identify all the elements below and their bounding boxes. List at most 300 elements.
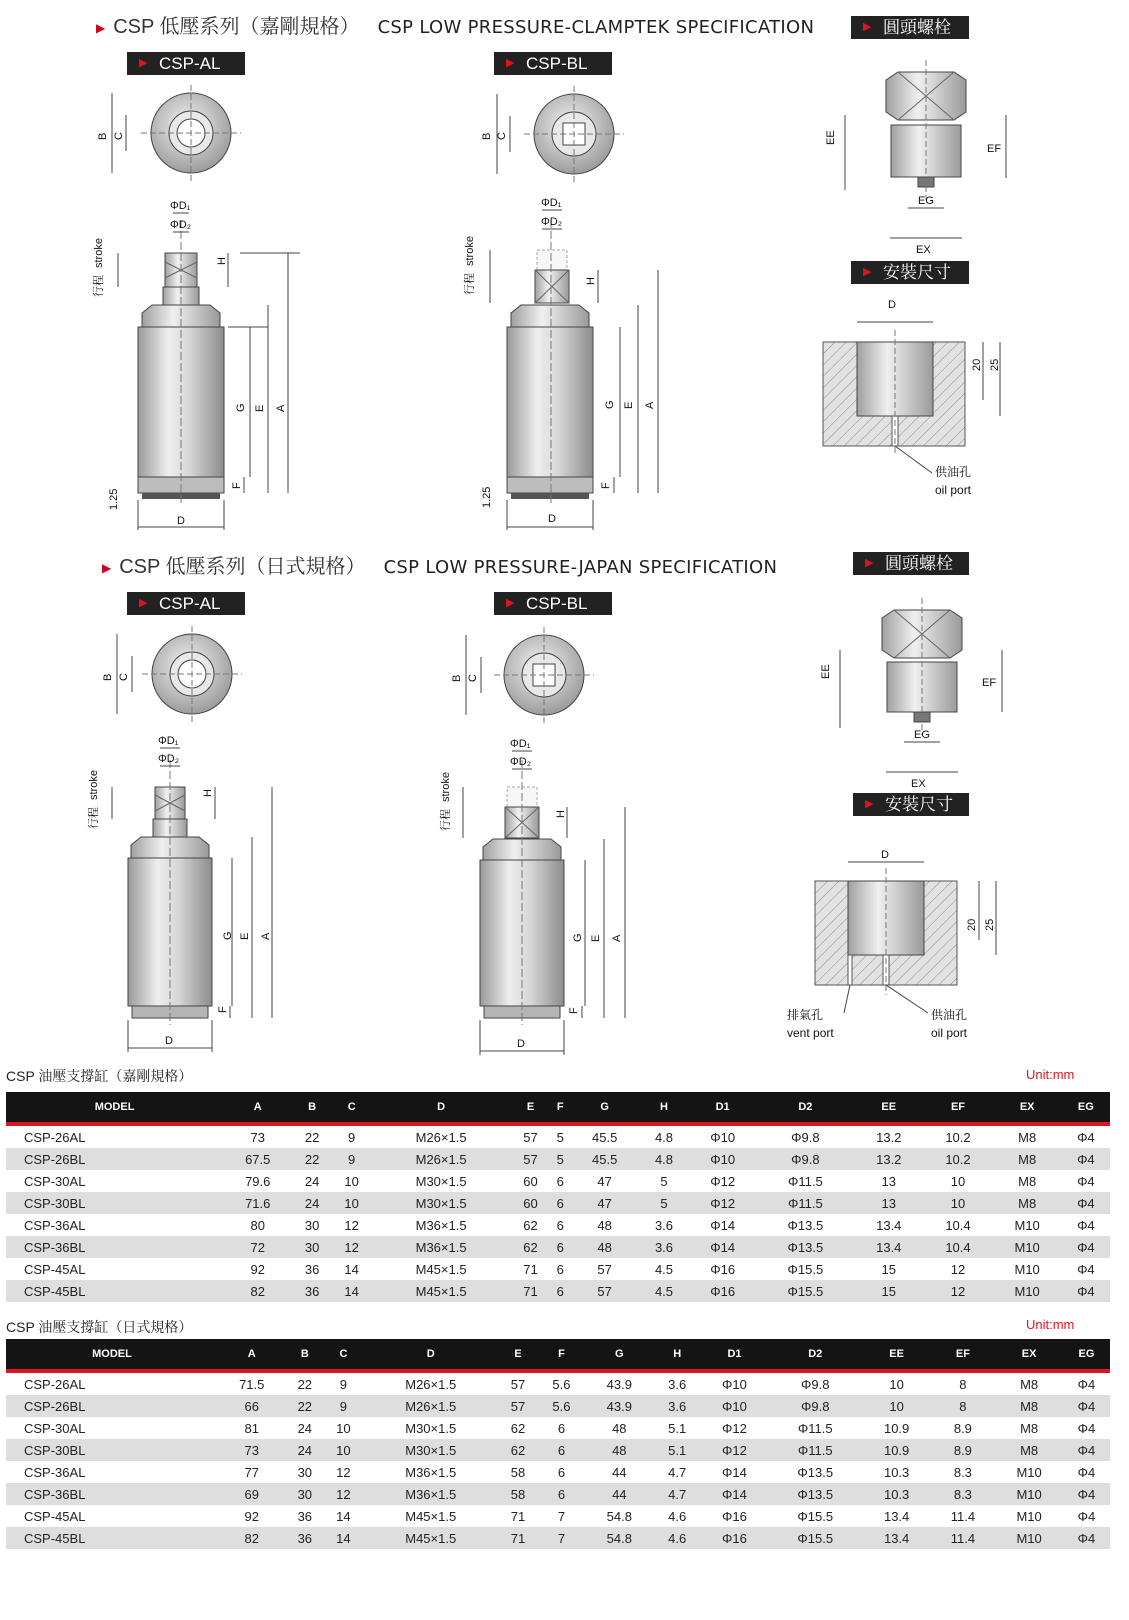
table-cell: 10.9 xyxy=(863,1439,931,1461)
dim-stroke-al2: 行程 xyxy=(88,807,100,829)
table-cell: Φ4 xyxy=(1077,1173,1095,1189)
table-cell: Φ16 xyxy=(701,1527,767,1549)
table-cell: Φ4 xyxy=(1077,1508,1096,1524)
dim-stroke-en-bl2: stroke xyxy=(440,772,452,802)
table-cell: 48 xyxy=(612,1420,627,1436)
dim-stroke-en-al1: stroke xyxy=(93,238,105,268)
column-header: D2 xyxy=(768,1339,863,1371)
vent-port-en: vent port xyxy=(787,1026,834,1040)
table-cell: 7 xyxy=(537,1527,585,1549)
table-cell: 9 xyxy=(324,1395,363,1417)
column-header: EX xyxy=(995,1339,1063,1371)
table-cell: 13.4 xyxy=(863,1527,931,1549)
table-cell: 10.2 xyxy=(945,1129,971,1145)
table-cell: 13 xyxy=(854,1192,923,1214)
table-cell: 54.8 xyxy=(586,1527,654,1549)
dim-d1-bl2: ΦD₁ xyxy=(510,738,531,750)
table-cell: Φ4 xyxy=(1062,1148,1110,1170)
table-cell: Φ10 xyxy=(710,1129,736,1145)
table-cell: Φ15.5 xyxy=(768,1527,863,1549)
column-header: C xyxy=(324,1339,363,1371)
table-cell: Φ4 xyxy=(1077,1129,1095,1145)
table-cell: 30 xyxy=(304,1217,320,1233)
table-cell: Φ9.8 xyxy=(801,1376,830,1392)
oil-port-en-2: oil port xyxy=(931,1026,968,1040)
tag-label: CSP-AL xyxy=(159,54,221,73)
column-header: MODEL xyxy=(6,1339,218,1371)
dim-stroke-bl2: 行程 xyxy=(440,809,452,831)
table1-title: CSP 油壓支撐缸（嘉剛規格） xyxy=(6,1068,193,1084)
table-cell: Φ13.5 xyxy=(757,1236,855,1258)
column-header: B xyxy=(286,1339,325,1371)
table-cell: 6 xyxy=(556,1217,564,1233)
dim-ef-2: EF xyxy=(982,677,997,689)
table-cell: 36 xyxy=(286,1527,325,1549)
table-cell: M45×1.5 xyxy=(405,1508,457,1524)
dim-h-al2: H xyxy=(202,789,214,797)
table-cell: 11.4 xyxy=(950,1508,976,1524)
table-cell: 22 xyxy=(292,1148,332,1170)
table-cell: CSP-45AL xyxy=(24,1261,86,1277)
table-cell: CSP-45BL xyxy=(6,1527,218,1549)
dim-25-install-2: 25 xyxy=(984,918,996,931)
table-cell: 62 xyxy=(523,1217,538,1233)
table-cell: M8 xyxy=(1020,1420,1039,1436)
table-cell: 13.4 xyxy=(883,1508,910,1524)
table-cell: Φ14 xyxy=(701,1483,767,1505)
table-row xyxy=(6,1170,1110,1192)
column-header: B xyxy=(292,1092,332,1124)
dim-f-al1: F xyxy=(231,482,243,489)
table-cell: 92 xyxy=(244,1508,259,1524)
table-cell: 60 xyxy=(523,1173,538,1189)
table-cell: Φ13.5 xyxy=(768,1483,863,1505)
table-cell: M26×1.5 xyxy=(371,1148,510,1170)
table-cell: 62 xyxy=(511,1236,551,1258)
table-cell: 12 xyxy=(950,1261,966,1277)
table-cell: 6 xyxy=(556,1173,564,1189)
table2-unit: Unit:mm xyxy=(1026,1317,1075,1332)
table-cell: 12 xyxy=(332,1236,372,1258)
round-bolt-1 xyxy=(886,60,966,200)
table-row xyxy=(6,1280,1110,1302)
table-cell: 4.6 xyxy=(668,1508,687,1524)
table-row xyxy=(6,1439,1110,1461)
side-view-al-1 xyxy=(138,220,224,505)
column-header: EE xyxy=(863,1339,931,1371)
dim-eg-1: EG xyxy=(918,195,934,207)
table-cell: 4.6 xyxy=(653,1527,701,1549)
table-cell: Φ16 xyxy=(710,1261,736,1277)
table-cell: CSP-36AL xyxy=(24,1217,86,1233)
table-cell: 5.6 xyxy=(537,1395,585,1417)
dim-d-bl1: D xyxy=(548,513,556,525)
table-row xyxy=(6,1236,1110,1258)
table-cell: 36 xyxy=(292,1280,332,1302)
table-cell: M26×1.5 xyxy=(415,1129,467,1145)
dim-a-al1: A xyxy=(275,404,287,412)
table-cell: CSP-45AL xyxy=(24,1508,86,1524)
table-cell: 5 xyxy=(639,1192,688,1214)
table-cell: 8 xyxy=(959,1376,967,1392)
table-cell: 6 xyxy=(550,1236,570,1258)
table-cell: M30×1.5 xyxy=(415,1173,467,1189)
table-cell: 79.6 xyxy=(245,1173,271,1189)
column-header: D xyxy=(363,1339,499,1371)
table-row xyxy=(6,1483,1110,1505)
side-view-bl-2 xyxy=(480,760,564,1025)
table-cell: 22 xyxy=(286,1395,325,1417)
table-cell: Φ12 xyxy=(701,1439,767,1461)
table-cell: Φ11.5 xyxy=(797,1420,833,1436)
tag-label: 安裝尺寸 xyxy=(883,263,951,282)
table-cell: 4.8 xyxy=(654,1129,674,1145)
tag-label: 安裝尺寸 xyxy=(885,795,953,814)
table-cell: M10 xyxy=(1014,1217,1040,1233)
table-cell: 82 xyxy=(223,1280,292,1302)
dim-ee-1: EE xyxy=(825,130,837,145)
tag-triangle-icon: ▶ xyxy=(139,57,148,69)
table-cell: CSP-30BL xyxy=(6,1439,218,1461)
table-cell: 72 xyxy=(223,1236,292,1258)
dim-d-install-2: D xyxy=(881,849,889,861)
table-row xyxy=(6,1371,1110,1395)
dim-g-bl1: G xyxy=(604,400,616,409)
oil-port-en-1: oil port xyxy=(935,483,972,497)
dim-c-al1: C xyxy=(113,132,125,140)
table-cell: Φ4 xyxy=(1063,1483,1110,1505)
table-cell: 10 xyxy=(336,1420,351,1436)
column-header: MODEL xyxy=(6,1092,223,1124)
table-cell: 71 xyxy=(511,1280,551,1302)
column-header: D1 xyxy=(701,1339,767,1371)
dim-g-al1: G xyxy=(235,403,247,412)
table-cell: Φ14 xyxy=(722,1464,747,1480)
table-cell: Φ14 xyxy=(689,1236,757,1258)
table-cell: 45.5 xyxy=(570,1148,639,1170)
table-cell: 10.3 xyxy=(863,1483,931,1505)
table-cell: 8 xyxy=(930,1395,995,1417)
table-cell: 6 xyxy=(550,1192,570,1214)
table-cell: CSP-36BL xyxy=(6,1236,223,1258)
table-cell: 6 xyxy=(557,1420,566,1436)
table-cell: 60 xyxy=(511,1192,551,1214)
table-cell: 73 xyxy=(250,1129,265,1145)
table-cell: 12 xyxy=(923,1280,992,1302)
table-cell: 8.3 xyxy=(953,1464,972,1480)
table-cell: 4.5 xyxy=(639,1280,688,1302)
column-header: H xyxy=(639,1092,688,1124)
install-hole-1 xyxy=(823,330,965,473)
table-cell: 8.9 xyxy=(953,1420,972,1436)
column-header: H xyxy=(653,1339,701,1371)
side-view-bl-1 xyxy=(507,220,593,505)
table-cell: 48 xyxy=(586,1439,654,1461)
table-cell: 10.2 xyxy=(923,1148,992,1170)
column-header: C xyxy=(332,1092,372,1124)
table-cell: 6 xyxy=(537,1483,585,1505)
table-cell: 14 xyxy=(324,1527,363,1549)
table-cell: 9 xyxy=(348,1129,356,1145)
column-header: EG xyxy=(1063,1339,1110,1371)
column-header: EF xyxy=(923,1092,992,1124)
table-cell: 4.5 xyxy=(654,1261,674,1277)
dim-f-al2: F xyxy=(217,1006,229,1013)
table-row xyxy=(6,1258,1110,1280)
dim-g-bl2: G xyxy=(572,933,584,942)
table-cell: CSP-36BL xyxy=(6,1483,218,1505)
dim-eg-2: EG xyxy=(914,729,930,741)
table-cell: 48 xyxy=(597,1217,612,1233)
dim-stroke-en-bl1: stroke xyxy=(464,236,476,266)
dim-25-install-1: 25 xyxy=(989,358,1001,371)
table-cell: CSP-26AL xyxy=(24,1376,86,1392)
table-cell: 5.1 xyxy=(653,1439,701,1461)
table-cell: Φ4 xyxy=(1077,1261,1095,1277)
bullet-triangle-icon: ▶ xyxy=(102,560,112,575)
table-cell: 10 xyxy=(863,1395,931,1417)
table-cell: 14 xyxy=(336,1508,351,1524)
table-cell: 62 xyxy=(499,1439,538,1461)
column-header: D2 xyxy=(757,1092,855,1124)
table-cell: 3.6 xyxy=(639,1236,688,1258)
table-cell: CSP-36AL xyxy=(24,1464,86,1480)
dim-ex-2: EX xyxy=(911,778,926,790)
tag-triangle-icon: ▶ xyxy=(865,557,874,569)
table-cell: 57 xyxy=(597,1261,612,1277)
table-cell: 9 xyxy=(332,1148,372,1170)
dim-stroke-en-al2: stroke xyxy=(88,770,100,800)
table-header-row xyxy=(6,1092,1110,1124)
dim-d2-al2: ΦD₂ xyxy=(158,753,179,765)
tag-triangle-icon: ▶ xyxy=(506,597,515,609)
stroke-label-zh: 行程 xyxy=(93,275,105,297)
top-view-al-2 xyxy=(117,626,242,722)
column-header: D1 xyxy=(689,1092,757,1124)
dim-a-bl1: A xyxy=(644,401,656,409)
table-cell: M45×1.5 xyxy=(415,1261,467,1277)
table-cell: 10 xyxy=(324,1439,363,1461)
tag-label: 圓頭螺栓 xyxy=(883,18,951,37)
table-cell: Φ12 xyxy=(722,1420,747,1436)
dim-a-al2: A xyxy=(260,932,272,940)
dim-gap-al1: 1.25 xyxy=(108,488,120,510)
table-cell: 66 xyxy=(218,1395,286,1417)
table2-title: CSP 油壓支撐缸（日式規格） xyxy=(6,1319,193,1335)
table-cell: M36×1.5 xyxy=(371,1236,510,1258)
table-cell: 3.6 xyxy=(653,1395,701,1417)
spec-table-clamptek xyxy=(6,1092,1110,1302)
table-cell: CSP-30AL xyxy=(24,1173,86,1189)
dim-d2-bl2: ΦD₂ xyxy=(510,756,531,768)
table-cell: 71 xyxy=(510,1508,526,1524)
dim-c-bl1: C xyxy=(496,132,508,140)
table-cell: CSP-26AL xyxy=(24,1129,86,1145)
table-cell: M30×1.5 xyxy=(371,1192,510,1214)
dim-f-bl2: F xyxy=(568,1007,580,1014)
table-cell: M8 xyxy=(1018,1129,1037,1145)
table-cell: 81 xyxy=(244,1420,259,1436)
table-cell: 43.9 xyxy=(606,1376,632,1392)
dim-e-al2: E xyxy=(239,932,251,940)
table-header-row xyxy=(6,1339,1110,1371)
table-cell: 82 xyxy=(218,1527,286,1549)
table-row xyxy=(6,1148,1110,1170)
table-row xyxy=(6,1527,1110,1549)
dim-e-al1: E xyxy=(254,404,266,412)
table-cell: 4.7 xyxy=(653,1483,701,1505)
table-cell: 12 xyxy=(324,1483,363,1505)
table-cell: 10 xyxy=(889,1376,904,1392)
dim-a-bl2: A xyxy=(611,934,623,942)
column-header: D xyxy=(371,1092,510,1124)
section2-title-zh: CSP 低壓系列（日式規格） xyxy=(119,556,366,578)
table-cell: 10.3 xyxy=(883,1464,910,1480)
column-header: EG xyxy=(1062,1092,1110,1124)
top-view-bl-1 xyxy=(497,86,624,182)
table-cell: 30 xyxy=(292,1236,332,1258)
dim-d-install-1: D xyxy=(888,299,896,311)
table-cell: Φ12 xyxy=(689,1192,757,1214)
table-cell: Φ4 xyxy=(1063,1395,1110,1417)
table-cell: 10 xyxy=(923,1192,992,1214)
dim-e-bl1: E xyxy=(623,401,635,409)
table-row xyxy=(6,1214,1110,1236)
table-cell: M10 xyxy=(1016,1508,1042,1524)
dim-stroke-bl1: 行程 xyxy=(464,273,476,295)
column-header: A xyxy=(218,1339,286,1371)
table-cell: 54.8 xyxy=(606,1508,632,1524)
table-cell: 69 xyxy=(218,1483,286,1505)
table-cell: 9 xyxy=(339,1376,348,1392)
table-cell: 57 xyxy=(511,1148,551,1170)
dim-d2-bl1: ΦD₂ xyxy=(541,216,562,228)
table-cell: 14 xyxy=(332,1280,372,1302)
table-cell: M26×1.5 xyxy=(363,1395,499,1417)
table-cell: 10.4 xyxy=(945,1217,971,1233)
table-cell: M8 xyxy=(995,1439,1063,1461)
oil-port-zh-2: 供油孔 xyxy=(931,1008,968,1022)
table-cell: M30×1.5 xyxy=(363,1439,499,1461)
table-cell: 30 xyxy=(297,1464,313,1480)
table-cell: M8 xyxy=(1020,1376,1039,1392)
table-cell: CSP-26BL xyxy=(6,1148,223,1170)
side-view-al-2 xyxy=(128,760,212,1025)
table-cell: 48 xyxy=(570,1236,639,1258)
table-row xyxy=(6,1461,1110,1483)
table-cell: M45×1.5 xyxy=(371,1280,510,1302)
table-cell: 5 xyxy=(660,1173,668,1189)
table-cell: 5.1 xyxy=(668,1420,687,1436)
dim-e-bl2: E xyxy=(590,934,602,942)
dim-d1-bl1: ΦD₁ xyxy=(541,197,562,209)
table-cell: 45.5 xyxy=(592,1129,618,1145)
top-view-al-1 xyxy=(112,85,241,181)
table-cell: Φ4 xyxy=(1077,1464,1096,1480)
table-cell: 7 xyxy=(557,1508,566,1524)
table-row xyxy=(6,1417,1110,1439)
table-cell: 4.8 xyxy=(639,1148,688,1170)
column-header: A xyxy=(223,1092,292,1124)
table-cell: 10 xyxy=(950,1173,966,1189)
table-cell: 22 xyxy=(304,1129,320,1145)
dim-d-bl2: D xyxy=(517,1038,525,1050)
dim-stroke-al1 xyxy=(91,275,105,297)
table-cell: CSP-45BL xyxy=(6,1280,223,1302)
table-cell: 71 xyxy=(523,1261,538,1277)
dim-h-bl2: H xyxy=(555,810,567,818)
table-cell: Φ16 xyxy=(722,1508,747,1524)
column-header: EF xyxy=(930,1339,995,1371)
dim-b-al2: B xyxy=(102,673,114,681)
table-cell: 36 xyxy=(297,1508,313,1524)
table-cell: 57 xyxy=(523,1129,538,1145)
top-view-bl-2 xyxy=(466,627,594,723)
table-cell: M10 xyxy=(993,1236,1062,1258)
table-cell: CSP-30BL xyxy=(6,1192,223,1214)
tag-label: CSP-BL xyxy=(526,54,588,73)
column-header: G xyxy=(570,1092,639,1124)
tag-triangle-icon: ▶ xyxy=(506,57,515,69)
table-cell: 5 xyxy=(550,1148,570,1170)
table-cell: 12 xyxy=(344,1217,359,1233)
table-cell: 6 xyxy=(556,1261,564,1277)
table-cell: 24 xyxy=(286,1439,325,1461)
dim-b-bl2: B xyxy=(451,674,463,682)
dim-h-al1: H xyxy=(216,257,228,265)
table-cell: M10 xyxy=(993,1280,1062,1302)
table-cell: 10 xyxy=(332,1192,372,1214)
table-cell: Φ4 xyxy=(1077,1376,1096,1392)
table-cell: 36 xyxy=(304,1261,320,1277)
table-cell: Φ16 xyxy=(689,1280,757,1302)
table-cell: M36×1.5 xyxy=(363,1483,499,1505)
dim-ex-1: EX xyxy=(916,244,931,256)
table-cell: Φ15.5 xyxy=(797,1508,834,1524)
column-header: EX xyxy=(993,1092,1062,1124)
table-cell: 13.2 xyxy=(854,1148,923,1170)
dim-b-al1: B xyxy=(97,132,109,140)
table1-unit: Unit:mm xyxy=(1026,1067,1075,1082)
table-cell: M10 xyxy=(1016,1464,1042,1480)
table-cell: 92 xyxy=(250,1261,265,1277)
dim-ef-1: EF xyxy=(987,143,1002,155)
table-cell: M36×1.5 xyxy=(415,1217,467,1233)
table-cell: M45×1.5 xyxy=(363,1527,499,1549)
table-cell: M36×1.5 xyxy=(405,1464,457,1480)
dim-d-al2: D xyxy=(165,1035,173,1047)
dim-20-install-1: 20 xyxy=(971,358,983,371)
dim-d1-al1: ΦD₁ xyxy=(170,200,191,212)
table-cell: 67.5 xyxy=(223,1148,292,1170)
tag-label: 圓頭螺栓 xyxy=(885,554,953,573)
table-cell: 57 xyxy=(570,1280,639,1302)
table-cell: 3.6 xyxy=(668,1376,687,1392)
table-cell: 13.2 xyxy=(876,1129,902,1145)
table-cell: M10 xyxy=(995,1483,1063,1505)
table-row xyxy=(6,1192,1110,1214)
table-cell: M10 xyxy=(1014,1261,1040,1277)
table-cell: M8 xyxy=(993,1148,1062,1170)
column-header: F xyxy=(537,1339,585,1371)
table-cell: Φ10 xyxy=(689,1148,757,1170)
table-cell: 4.7 xyxy=(668,1464,687,1480)
bullet-triangle-icon: ▶ xyxy=(96,20,106,35)
table-cell: 5.6 xyxy=(552,1376,571,1392)
dim-20-install-2: 20 xyxy=(966,918,978,931)
install-hole-2 xyxy=(815,868,957,1013)
table-cell: Φ11.5 xyxy=(768,1439,863,1461)
